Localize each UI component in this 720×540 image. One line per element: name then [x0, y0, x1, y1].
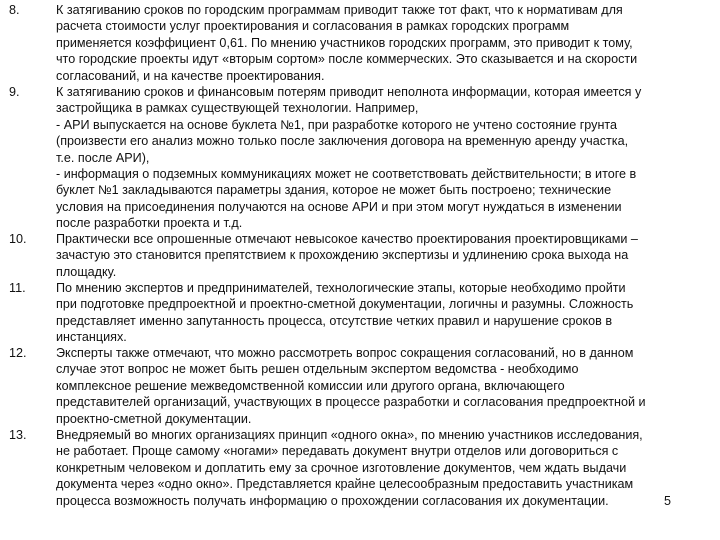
text-line: конкретным человеком и доплатить ему за срочное изготовление документов, чем ждать выдачи — [56, 460, 627, 475]
item-number: 11. — [9, 281, 26, 295]
text-line: расчета стоимости услуг проектирования и согласования в рамках городских программ — [56, 19, 570, 34]
item-text — [56, 84, 716, 232]
item-number: 10. — [9, 232, 27, 246]
text-line: условия на присоединения получаются на основе АРИ и при этом могут нуждаться в изменении — [56, 199, 622, 214]
item-number: 9. — [9, 85, 20, 99]
item-number: 13. — [9, 428, 27, 442]
text-line: случае этот вопрос не может быть решен отдельным экспертом ведомства - необходимо — [56, 362, 579, 377]
text-line: процесса возможность получать информацию о прохождении согласования их документации. — [56, 493, 609, 508]
text-line: Практически все опрошенные отмечают невысокое качество проектирования проектировщиками – — [56, 232, 638, 246]
text-line: По мнению экспертов и предпринимателей, технологические этапы, которые необходимо пройти — [56, 281, 626, 295]
text-line: согласований, и на качестве проектирования. — [56, 68, 325, 83]
text-line: т.е. после АРИ), — [56, 150, 150, 165]
text-line: документа через «одно окно». Представляется крайне целесообразным предоставить участникам — [56, 477, 634, 492]
text-line: - информация о подземных коммуникациях может не соответствовать действительности; в итоге в — [56, 167, 637, 182]
text-line: Эксперты также отмечают, что можно рассмотреть вопрос сокращения согласований, но в данном — [56, 346, 634, 360]
text-line: не работает. Проще самому «ногами» передавать документ внутри отделов или договориться с — [56, 444, 619, 459]
text-line: (произвести его анализ можно только после заключения договора на временную аренду участка, — [56, 134, 629, 149]
text-line: К затягиванию сроков по городским программам приводит также тот факт, что к нормативам для — [56, 3, 623, 17]
text-line: комплексное решение межведомственной комиссии или другого органа, включающего — [56, 378, 565, 393]
text-line: после разработки проекта и т.д. — [56, 216, 243, 231]
text-line: Внедряемый во многих организациях принцип «одного окна», по мнению участников исследования, — [56, 428, 643, 442]
text-line: проектно-сметной документации. — [56, 411, 252, 426]
item-text — [56, 2, 716, 84]
item-text — [56, 231, 716, 280]
item-number: 12. — [9, 346, 27, 360]
text-line: представляет именно запутанность процесса, отсутствие четких правил и нарушение сроков в — [56, 313, 613, 328]
text-line: буклет №1 закладываются параметры здания, которое не может быть построено; технические — [56, 183, 612, 198]
text-line: инстанциях. — [56, 330, 127, 345]
text-line: представителей организаций, участвующих в процессе разработки и согласования предпроектной и — [56, 395, 646, 410]
text-line: при подготовке предпроектной и проектно-сметной документации, логичны и разумны. Сложность — [56, 297, 634, 312]
text-line: зачастую это становится препятствием к прохождению экспертизы и удлинению срока выхода на — [56, 248, 629, 263]
text-line: застройщика в рамках существующей технологии. Например, — [56, 101, 419, 116]
item-text — [56, 345, 716, 427]
page-number: 5 — [664, 494, 672, 508]
text-line: что городские проекты идут «вторым сортом» после коммерческих. Это сказывается и на скорости — [56, 52, 638, 67]
text-line: - АРИ выпускается на основе буклета №1, при разработке которого не учтено состояние грунта — [56, 117, 618, 132]
item-text — [56, 427, 716, 509]
text-line: К затягиванию сроков и финансовым потерям приводит неполнота информации, которая имеется у — [56, 85, 642, 99]
item-text — [56, 280, 716, 346]
text-line: площадку. — [56, 264, 117, 279]
text-line: применяется коэффициент 0,61. По мнению участников городских программ, это приводит к тому, — [56, 35, 633, 50]
item-number: 8. — [9, 3, 20, 17]
